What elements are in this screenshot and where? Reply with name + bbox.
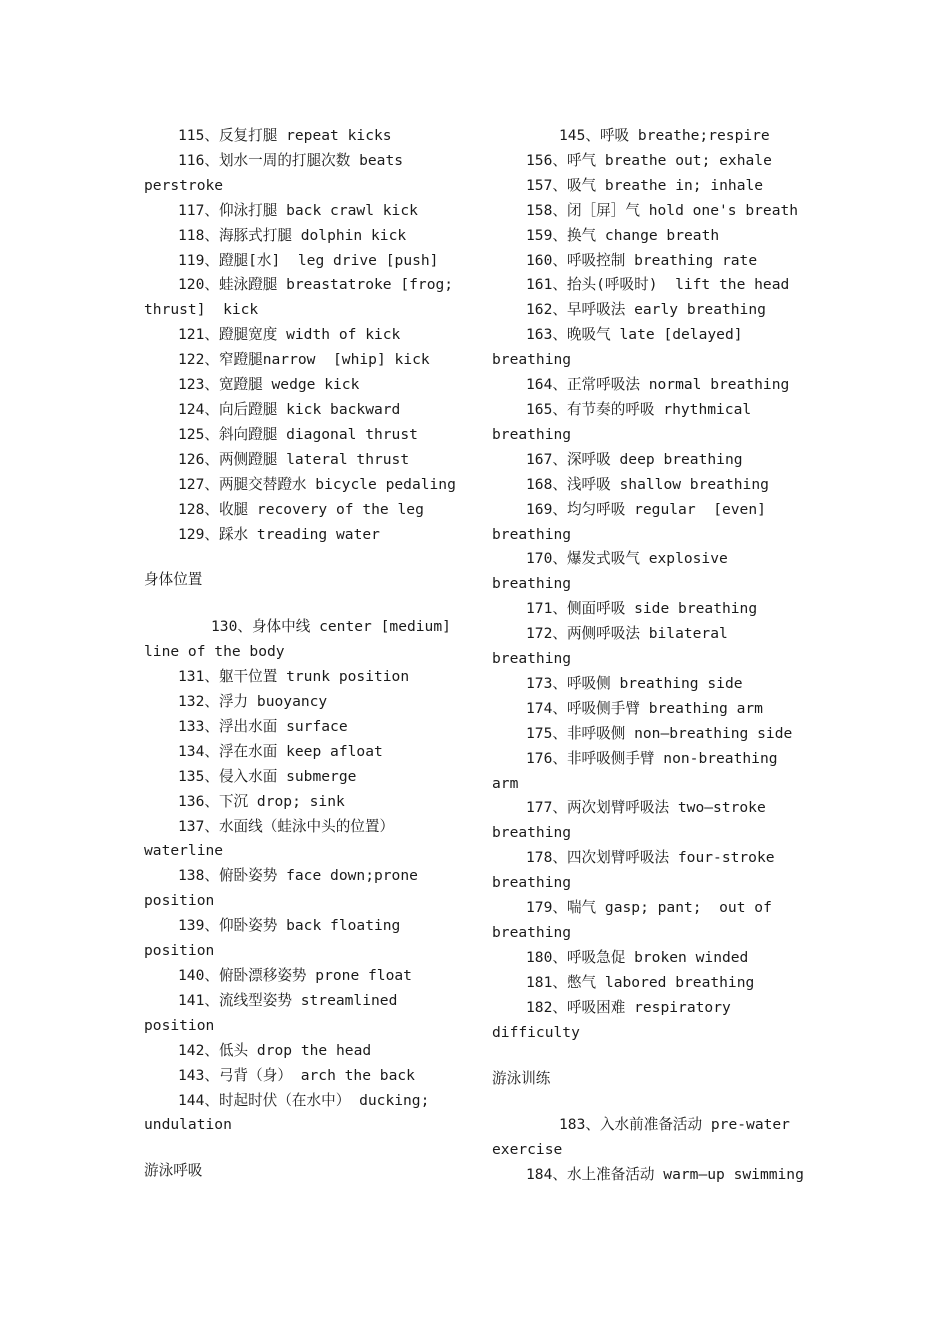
list-item: 128、收腿 recovery of the leg: [178, 500, 424, 518]
list-item: 145、呼吸 breathe;respire: [559, 127, 770, 144]
list-item: 119、蹬腿[水] leg drive [push]: [178, 251, 439, 269]
list-item: 161、抬头(呼吸时) lift the head: [526, 276, 790, 294]
list-item: 123、宽蹬腿 wedge kick: [178, 376, 360, 394]
list-item: 163、晚吸气 late [delayed] breathing: [492, 326, 752, 369]
list-item: 125、斜向蹬腿 diagonal thrust: [178, 425, 418, 443]
list-item: 169、均匀呼吸 regular [even] breathing: [492, 500, 775, 543]
list-item: 143、弓背（身） arch the back: [178, 1066, 415, 1084]
list-item: 137、水面线（蛙泳中头的位置） waterline: [144, 817, 403, 860]
list-item: 181、憋气 labored breathing: [526, 973, 755, 991]
list-item: 131、躯干位置 trunk position: [178, 668, 410, 686]
list-item: 173、呼吸侧 breathing side: [526, 674, 743, 692]
list-item: 162、早呼吸法 early breathing: [526, 301, 766, 319]
entry-list-kicks: [144, 124, 464, 547]
list-item: 172、两侧呼吸法 bilateral breathing: [492, 625, 737, 668]
list-item: 122、窄蹬腿narrow [whip] kick: [178, 351, 430, 369]
list-item: 120、蛙泳蹬腿 breastatroke [frog; thrust] kick: [144, 276, 462, 319]
list-item: 127、两腿交替蹬水 bicycle pedaling: [178, 475, 456, 493]
list-item: 140、俯卧漂移姿势 prone float: [178, 967, 412, 984]
list-item: 179、喘气 gasp; pant; out of breathing: [492, 899, 781, 941]
list-item: 177、两次划臂呼吸法 two—stroke breathing: [492, 799, 775, 842]
list-item: 160、呼吸控制 breathing rate: [526, 251, 758, 269]
list-item: 124、向后蹬腿 kick backward: [178, 400, 401, 418]
list-item: 168、浅呼吸 shallow breathing: [526, 475, 769, 493]
entry-list-training: [492, 1163, 812, 1188]
list-item: 141、流线型姿势 streamlined position: [144, 991, 407, 1034]
entry-list-body-position: [144, 665, 464, 1138]
list-item: 139、仰卧姿势 back floating position: [144, 917, 410, 960]
list-item: 165、有节奏的呼吸 rhythmical breathing: [492, 400, 760, 443]
list-item: 164、正常呼吸法 normal breathing: [526, 376, 790, 394]
list-item: 138、俯卧姿势 face down;prone position: [144, 867, 427, 910]
list-item: 167、深呼吸 deep breathing: [526, 450, 743, 468]
list-item: 157、吸气 breathe in; inhale: [526, 176, 764, 194]
right-column: [492, 124, 812, 1188]
list-item: 180、呼吸急促 broken winded: [526, 948, 749, 966]
list-item: 136、下沉 drop; sink: [178, 792, 345, 810]
list-item: 184、水上准备活动 warm—up swimming: [526, 1166, 804, 1184]
list-item: 171、侧面呼吸 side breathing: [526, 600, 758, 618]
list-item: 126、两侧蹬腿 lateral thrust: [178, 450, 410, 468]
list-item: 134、浮在水面 keep afloat: [178, 742, 383, 760]
list-item: 175、非呼吸侧 non—breathing side: [526, 724, 793, 742]
section-heading-breathing: 游泳呼吸: [144, 1162, 203, 1180]
list-item: 132、浮力 buoyancy: [178, 693, 328, 711]
list-item: 159、换气 change breath: [526, 226, 720, 244]
list-item: 116、划水一周的打腿次数 beats perstroke: [144, 151, 412, 194]
list-item: 129、踩水 treading water: [178, 525, 380, 543]
list-item: 118、海豚式打腿 dolphin kick: [178, 226, 407, 244]
list-item: 158、闭［屏］气 hold one's breath: [526, 201, 799, 219]
list-item: 156、呼气 breathe out; exhale: [526, 151, 772, 169]
list-item: 115、反复打腿 repeat kicks: [178, 127, 392, 144]
left-column: [144, 124, 469, 1206]
list-item: 178、四次划臂呼吸法 four-stroke breathing: [492, 849, 784, 892]
list-item: 117、仰泳打腿 back crawl kick: [178, 201, 418, 219]
list-item: 135、侵入水面 submerge: [178, 767, 357, 785]
list-item: 183、入水前准备活动 pre-water exercise: [492, 1116, 799, 1159]
list-item: 144、时起时伏（在水中） ducking; undulation: [144, 1091, 439, 1134]
list-item: 121、蹬腿宽度 width of kick: [178, 326, 401, 344]
list-item: 130、身体中线 center [medium] line of the body: [144, 618, 469, 661]
list-item: 176、非呼吸侧手臂 non-breathing arm: [492, 749, 787, 792]
list-item: 133、浮出水面 surface: [178, 717, 348, 735]
section-heading-body-position: 身体位置: [144, 571, 203, 589]
list-item: 182、呼吸困难 respiratory difficulty: [492, 998, 740, 1041]
list-item: 142、低头 drop the head: [178, 1041, 372, 1059]
list-item: 170、爆发式吸气 explosive breathing: [492, 550, 737, 593]
list-item: 174、呼吸侧手臂 breathing arm: [526, 699, 763, 717]
entry-list-breathing: [492, 149, 812, 1046]
section-heading-training: 游泳训练: [492, 1069, 551, 1087]
